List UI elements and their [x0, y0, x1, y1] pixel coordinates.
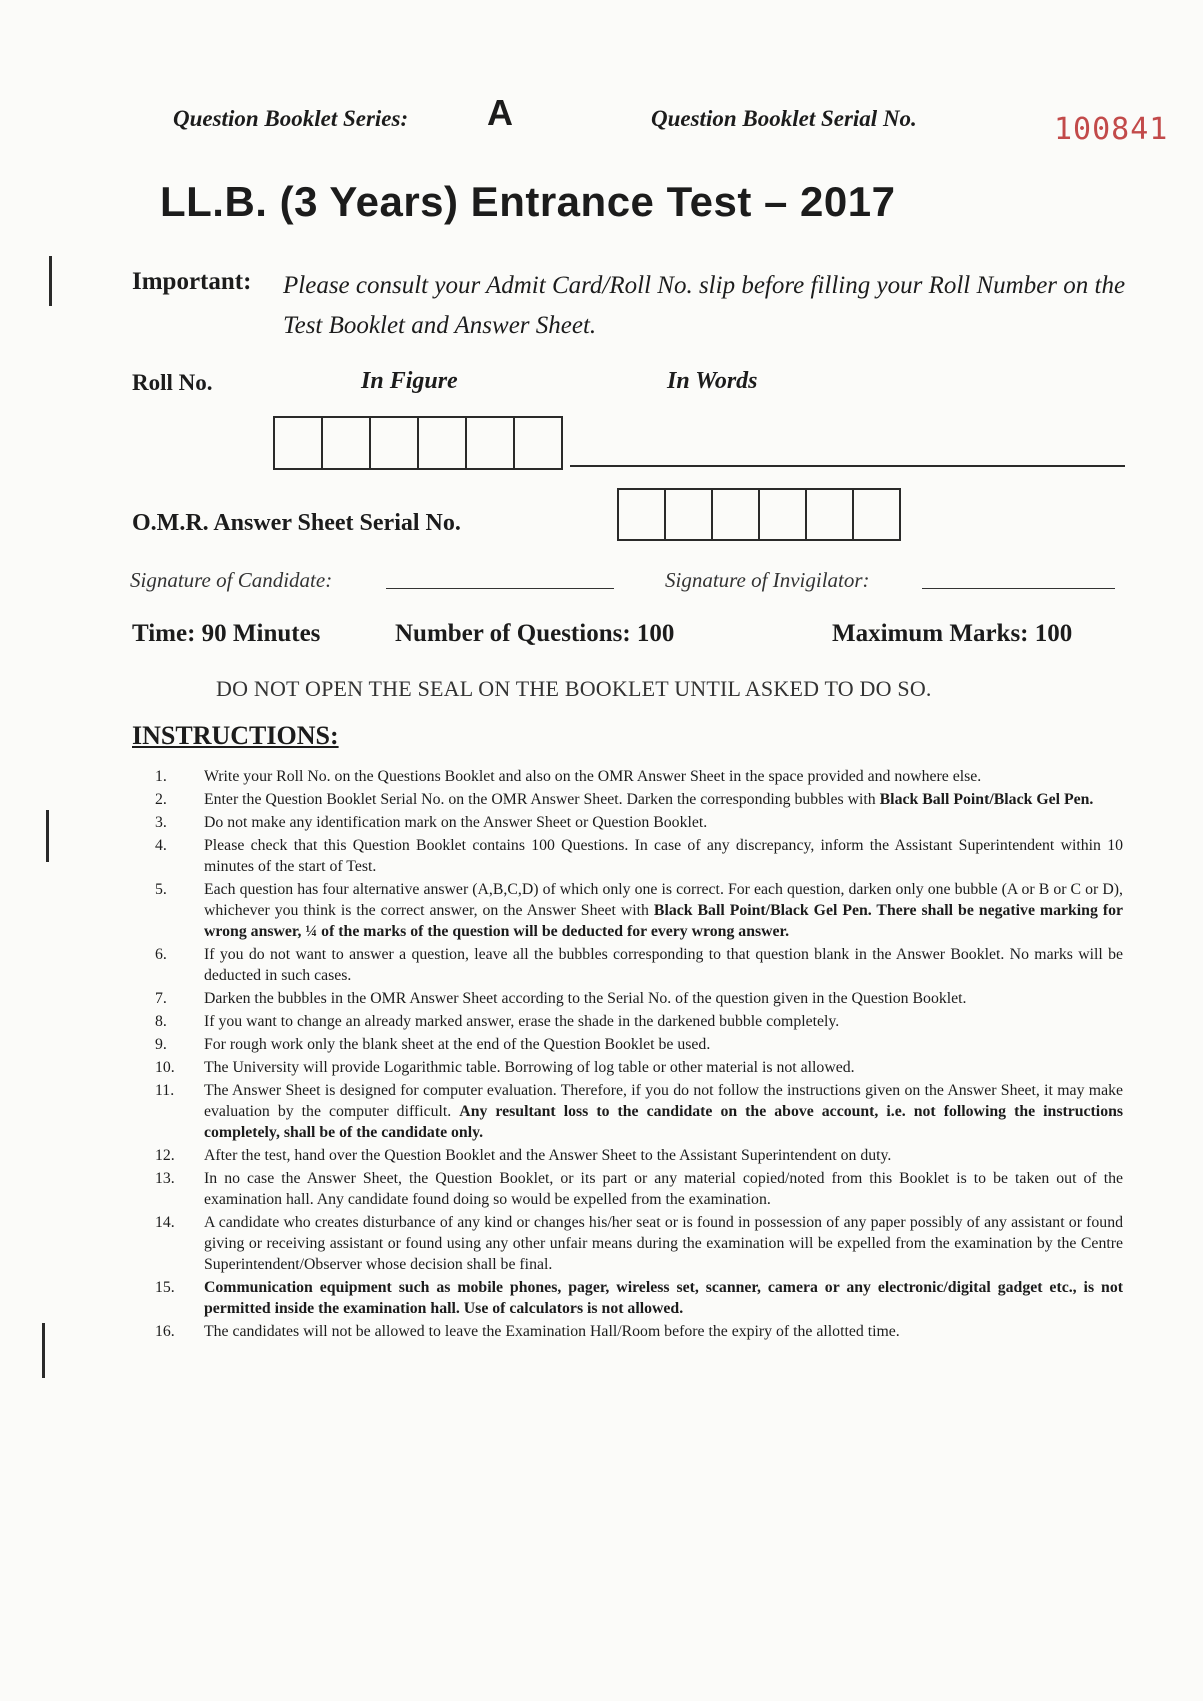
- exam-time: Time: 90 Minutes: [132, 620, 321, 647]
- omr-serial-boxes[interactable]: [617, 488, 901, 541]
- omr-digit-box[interactable]: [664, 490, 711, 539]
- omr-serial-label: O.M.R. Answer Sheet Serial No.: [132, 510, 461, 536]
- instruction-item: 5. Each question has four alternative answer (A,B,C,D) of which only one is correct. For each question, darken only one bubble (A or B or C or D), whichever you think is the correct answer, on the Answer Sheet with Black Ball Point/Black Gel Pen. There shall be negative marking for wrong answer, ¼ of the marks of the question will be deducted for every wrong answer.: [155, 881, 1124, 940]
- instruction-item: 6. If you do not want to answer a question, leave all the bubbles corresponding to that question blank in the Answer Booklet. No marks will be deducted in such cases.: [155, 946, 1123, 984]
- instruction-item: 13. In no case the Answer Sheet, the Question Booklet, or its part or any material copied/noted from this Booklet is to be taken out of the examination hall. Any candidate found doing so would be expelled from the examination.: [155, 1170, 1123, 1208]
- instruction-item: 16. The candidates will not be allowed to leave the Examination Hall/Room before the expiry of the allotted time.: [155, 1323, 900, 1340]
- instruction-item: 1. Write your Roll No. on the Questions Booklet and also on the OMR Answer Sheet in the space provided and nowhere else.: [155, 768, 982, 785]
- margin-mark: [42, 1323, 45, 1378]
- invigilator-signature-line[interactable]: [922, 588, 1115, 589]
- instruction-item: 3. Do not make any identification mark on the Answer Sheet or Question Booklet.: [155, 814, 708, 831]
- booklet-series-value: A: [487, 92, 513, 133]
- important-text: Please consult your Admit Card/Roll No. slip before filling your Roll Number on the Test Booklet and Answer Sheet.: [283, 272, 1126, 339]
- invigilator-signature-label: Signature of Invigilator:: [665, 568, 870, 592]
- roll-digit-box[interactable]: [321, 418, 369, 468]
- important-label: Important:: [132, 268, 252, 295]
- candidate-signature-line[interactable]: [386, 588, 614, 589]
- instruction-item: 14. A candidate who creates disturbance of any kind or changes his/her seat or is found in possession of any paper possibly of any assistant or found giving or receiving assistant or found using any other unfair means during the examination will be expelled from the examination by the Centre Superintendent/Observer whose decision shall be final.: [155, 1214, 1123, 1273]
- booklet-serial-value: 100841: [1054, 112, 1169, 147]
- maximum-marks: Maximum Marks: 100: [832, 620, 1073, 647]
- instructions-heading: INSTRUCTIONS:: [132, 721, 339, 750]
- instruction-item: 15. Communication equipment such as mobile phones, pager, wireless set, scanner, camera or any electronic/digital gadget etc., is not permitted inside the examination hall. Use of calculators is not allowed.: [155, 1279, 1123, 1317]
- instruction-item: 8. If you want to change an already marked answer, erase the shade in the darkened bubble completely.: [155, 1013, 840, 1030]
- candidate-signature-label: Signature of Candidate:: [130, 568, 333, 592]
- instructions-list: [155, 766, 1123, 1344]
- roll-digit-box[interactable]: [369, 418, 417, 468]
- roll-no-label: Roll No.: [132, 370, 213, 395]
- margin-mark: [46, 810, 49, 862]
- page-title: LL.B. (3 Years) Entrance Test – 2017: [160, 178, 896, 225]
- question-count: Number of Questions: 100: [395, 620, 675, 647]
- roll-digit-box[interactable]: [417, 418, 465, 468]
- roll-digit-box[interactable]: [275, 418, 321, 468]
- booklet-series-label: Question Booklet Series:: [173, 106, 409, 131]
- omr-digit-box[interactable]: [619, 490, 664, 539]
- instruction-item: 2. Enter the Question Booklet Serial No. on the OMR Answer Sheet. Darken the corresponding bubbles with Black Ball Point/Black Gel Pen.: [155, 791, 1094, 808]
- instruction-item: 4. Please check that this Question Booklet contains 100 Questions. In case of any discrepancy, inform the Assistant Superintendent within 10 minutes of the start of Test.: [155, 837, 1123, 875]
- roll-number-boxes[interactable]: [273, 416, 563, 470]
- omr-digit-box[interactable]: [805, 490, 852, 539]
- instruction-item: 11. The Answer Sheet is designed for computer evaluation. Therefore, if you do not follow the instructions given on the Answer Sheet, it may make evaluation by the computer difficult. Any resultant loss to the candidate on the above account, i.e. not following the instructions completely, shall be of the candidate only.: [155, 1082, 1124, 1141]
- in-words-label: In Words: [667, 368, 758, 394]
- instruction-item: 10. The University will provide Logarithmic table. Borrowing of log table or other material is not allowed.: [155, 1059, 855, 1076]
- margin-mark: [49, 256, 52, 306]
- in-figure-label: In Figure: [361, 368, 458, 394]
- seal-notice: DO NOT OPEN THE SEAL ON THE BOOKLET UNTIL ASKED TO DO SO.: [216, 676, 932, 701]
- roll-in-words-line[interactable]: [570, 465, 1125, 467]
- roll-digit-box[interactable]: [465, 418, 513, 468]
- instruction-item: 7. Darken the bubbles in the OMR Answer Sheet according to the Serial No. of the question given in the Question Booklet.: [155, 990, 967, 1007]
- roll-digit-box[interactable]: [513, 418, 561, 468]
- booklet-serial-label: Question Booklet Serial No.: [651, 106, 917, 131]
- omr-digit-box[interactable]: [711, 490, 758, 539]
- omr-digit-box[interactable]: [758, 490, 805, 539]
- instruction-item: 12. After the test, hand over the Question Booklet and the Answer Sheet to the Assistant Superintendent on duty.: [155, 1147, 892, 1164]
- omr-digit-box[interactable]: [852, 490, 899, 539]
- instruction-item: 9. For rough work only the blank sheet at the end of the Question Booklet be used.: [155, 1036, 711, 1053]
